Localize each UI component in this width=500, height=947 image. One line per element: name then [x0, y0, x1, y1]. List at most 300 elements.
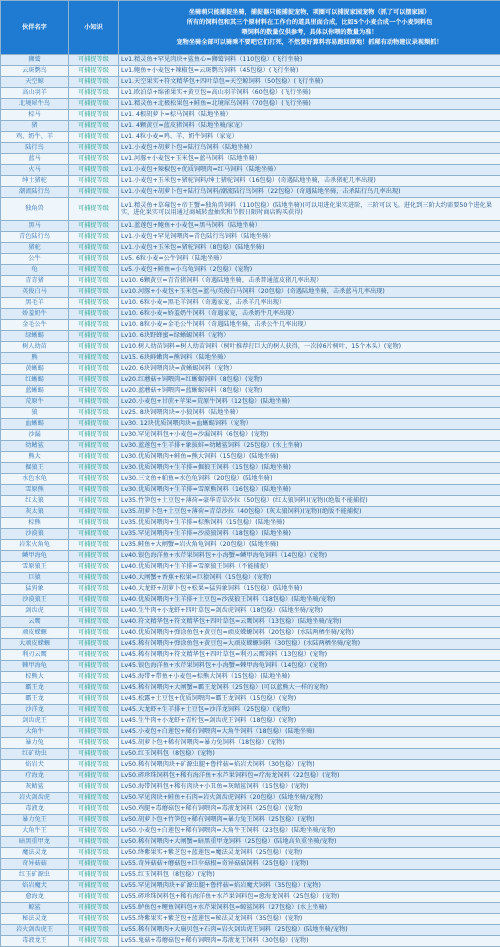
- pet-name-cell: 毒液龙: [1, 804, 69, 815]
- table-row: [1, 639, 500, 650]
- table-row: [1, 925, 500, 936]
- feed-recipe-cell: Lv35.鲑鱼+大闸蟹=岩火角龟饲料（20包稳）(陆地坐骑): [119, 540, 500, 551]
- capture-level-cell: 可捕捉等级: [69, 716, 119, 727]
- table-row: [1, 143, 500, 154]
- table-row: [1, 870, 500, 881]
- capture-level-cell: 可捕捉等级: [69, 408, 119, 419]
- capture-level-cell: 可捕捉等级: [69, 782, 119, 793]
- capture-level-cell: 可捕捉等级: [69, 826, 119, 837]
- pet-name-cell: 沙洋龙: [1, 705, 69, 716]
- capture-level-cell: 可捕捉等级: [69, 176, 119, 187]
- capture-level-cell: 可捕捉等级: [69, 187, 119, 198]
- capture-level-cell: 可捕捉等级: [69, 265, 119, 276]
- feed-recipe-cell: Lv1. 4颗黄豆=蓝皮猪饲料（陆地坐骑/家宠）: [119, 121, 500, 132]
- pet-name-cell: 鳞甲海龟: [1, 551, 69, 562]
- table-row: [1, 254, 500, 265]
- feed-recipe-cell: Lv45.生牛肉+小龙虾+青柠包=剑齿虎王饲料（18包稳）(宠物): [119, 716, 500, 727]
- pet-name-cell: 灰太狼: [1, 507, 69, 518]
- pet-name-cell: 狮鹫: [1, 55, 69, 66]
- table-row: [1, 452, 500, 463]
- pet-name-cell: 娇羞奶牛: [1, 309, 69, 320]
- table-row: [1, 176, 500, 187]
- feed-recipe-cell: Lv30.优质饲喂肉+生羊排=掘狼王饲料（15包稳）(陆地坐骑): [119, 463, 500, 474]
- table-row: [1, 507, 500, 518]
- feed-recipe-cell: Lv30. 12块优质饲喂肉块=血蜥蜴饲料（宠物）: [119, 419, 500, 430]
- feed-recipe-cell: Lv1. 4根胡萝卜=棕马饲料（陆地坐骑）: [119, 110, 500, 121]
- table-row: [1, 309, 500, 320]
- pet-name-cell: 高山羽羊: [1, 88, 69, 99]
- feed-recipe-cell: Lv35.优质饲喂肉+生羊排=棕熊饲料（15包稳）(陆地坐骑): [119, 518, 500, 529]
- capture-level-cell: 可捕捉等级: [69, 419, 119, 430]
- capture-level-cell: 可捕捉等级: [69, 485, 119, 496]
- pet-name-cell: 顽皮蝾螈: [1, 628, 69, 639]
- table-row: [1, 650, 500, 661]
- feed-recipe-cell: Lv50.红玉饲料包（8包稳）(宠物): [119, 749, 500, 760]
- pet-name-cell: 大角牛: [1, 727, 69, 738]
- feed-recipe-cell: Lv20.小麦包+甘蔗+苹果=荒原牛饲料（12包稳）(陆地坐骑): [119, 397, 500, 408]
- table-body: [1, 55, 500, 947]
- capture-level-cell: 可捕捉等级: [69, 914, 119, 925]
- feed-recipe-cell: Lv1.小麦包+玉米包=猪驼饲料（8包稳）(陆地坐骑): [119, 243, 500, 254]
- pet-name-cell: 剑齿虎: [1, 606, 69, 617]
- capture-level-cell: 可捕捉等级: [69, 441, 119, 452]
- feed-recipe-cell: Lv40.生牛肉+小龙虾+四叶草包=剑齿虎饲料（18包稳）(陆地坐骑/宠物): [119, 606, 500, 617]
- feed-recipe-cell: Lv40.银色海洋鱼+水芹果饲料包+小海蟹=鳞甲海龟饲料（14包稳）(宠物): [119, 551, 500, 562]
- capture-level-cell: 可捕捉等级: [69, 650, 119, 661]
- pet-name-cell: 棘甲海龟: [1, 661, 69, 672]
- column-header-hint: 小知识: [69, 1, 119, 55]
- feed-recipe-cell: Lv30.蓝莲包+生羊排+象拔蚌=幼鳍鲨饲料（25包稳）(水上坐骑): [119, 441, 500, 452]
- header-note: 坐骑萌只能捕捉坐骑，捕捉器只能捕捉宠物，项圈可以捕捉家园宠物（抓了可以摆家园）: [121, 8, 498, 18]
- pet-name-cell: 红蜥蜴: [1, 375, 69, 386]
- table-row: [1, 782, 500, 793]
- feed-recipe-cell: Lv1.鲍鱼+小麦包+辣椒包=云斑鹦鸟饲料（45包稳）(飞行坐骑): [119, 66, 500, 77]
- table-row: [1, 232, 500, 243]
- pet-name-cell: 猪驼: [1, 243, 69, 254]
- pet-name-cell: 雪原狼王: [1, 562, 69, 573]
- capture-level-cell: 可捕捉等级: [69, 496, 119, 507]
- pet-name-cell: 红矿幼虫: [1, 749, 69, 760]
- feed-recipe-cell: Lv45.稀有饲喂肉+弹涂鱼包+黄豆包=大顽皮蝾螈饲料（30包稳）(水陆两栖坐骑/宠物): [119, 639, 500, 650]
- feed-recipe-cell: Lv55.绛紫果实+紫芝包+蓝莲包=秘法灵龙饲料（35包稳）(宠物): [119, 914, 500, 925]
- table-row: [1, 936, 500, 947]
- feed-recipe-cell: Lv35.竹笋包+土豆包+薄荷=豪华青草沙拉（50包稳）(红太狼饲料)(宠物)(绝版不能捕捉): [119, 496, 500, 507]
- pet-name-cell: 黄蜥蜴: [1, 364, 69, 375]
- capture-level-cell: 可捕捉等级: [69, 397, 119, 408]
- table-row: [1, 154, 500, 165]
- table-row: [1, 165, 500, 176]
- table-row: [1, 485, 500, 496]
- feed-recipe-cell: Lv55.红玉饲料包（8包稳）(宠物): [119, 870, 500, 881]
- table-row: [1, 88, 500, 99]
- pet-name-cell: 云斑鹦鸟: [1, 66, 69, 77]
- capture-level-cell: 可捕捉等级: [69, 936, 119, 947]
- capture-level-cell: 可捕捉等级: [69, 672, 119, 683]
- pet-name-cell: 血蜥蜴: [1, 419, 69, 430]
- capture-level-cell: 可捕捉等级: [69, 881, 119, 892]
- capture-level-cell: 可捕捉等级: [69, 507, 119, 518]
- pet-name-cell: 秘法灵龙: [1, 914, 69, 925]
- pet-name-cell: 岩浆火角龟: [1, 540, 69, 551]
- table-row: [1, 353, 500, 364]
- capture-level-cell: 可捕捉等级: [69, 529, 119, 540]
- table-row: [1, 793, 500, 804]
- pet-name-cell: 陆行鸟: [1, 143, 69, 154]
- feed-recipe-cell: Lv30.优质饲喂肉+生羊排=雪原熊饲料（16包稳）(陆地坐骑): [119, 485, 500, 496]
- pet-name-cell: 大顽皮蝾螈: [1, 639, 69, 650]
- feed-recipe-cell: Lv45.稀有饲喂肉+大闸蟹=霸王龙饲料（25包稳）(可以蓝熊大一样的宠物): [119, 683, 500, 694]
- header-note: 所有的饲料包和其三个原材料在工作台的道具里面合成，比如5个小麦合成一个小麦饲料包: [121, 18, 498, 28]
- capture-level-cell: 可捕捉等级: [69, 749, 119, 760]
- pet-name-cell: 独角兽: [1, 198, 69, 221]
- header-note: 宠物坐骑全部可以骑乘不要吧它们打死，不然要好算料容易跑回原地！抓稀有动物建议录视频抓！: [121, 38, 498, 48]
- table-row: [1, 375, 500, 386]
- capture-level-cell: 可捕捉等级: [69, 232, 119, 243]
- feed-recipe-cell: Lv1.天空果实+符文精华包+四叶草包=天空鲸饲料（50包稳）(飞行坐骑): [119, 77, 500, 88]
- table-row: [1, 914, 500, 925]
- pet-name-cell: 黑马: [1, 221, 69, 232]
- pet-name-cell: 巨猿: [1, 573, 69, 584]
- capture-level-cell: 可捕捉等级: [69, 859, 119, 870]
- feed-recipe-cell: Lv45.小麦包+白莲包+稀有饲喂肉=大角牛饲料（18包稳）(陆地坐骑): [119, 727, 500, 738]
- pet-name-cell: 岩火剑齿虎: [1, 793, 69, 804]
- feed-recipe-cell: Lv45.胡萝卜包+稀有饲喂肉=暴力兔饲料（18包稳）(宠物): [119, 738, 500, 749]
- pet-name-cell: 鲸鲨: [1, 903, 69, 914]
- pet-name-cell: 焰岩犬: [1, 760, 69, 771]
- feed-recipe-cell: Lv5. 6粒小麦=公牛饲料（陆地坐骑）: [119, 254, 500, 265]
- table-row: [1, 892, 500, 903]
- capture-level-cell: 可捕捉等级: [69, 925, 119, 936]
- pet-name-cell: 红太狼: [1, 496, 69, 507]
- table-row: [1, 441, 500, 452]
- pet-name-cell: 大角牛王: [1, 826, 69, 837]
- capture-level-cell: 可捕捉等级: [69, 165, 119, 176]
- table-row: [1, 628, 500, 639]
- capture-level-cell: 可捕捉等级: [69, 55, 119, 66]
- feed-recipe-cell: Lv55.奇异菇菇+蘑菇包+巨伞菇根=奇异菇菇饲料（25包稳）(宠物): [119, 859, 500, 870]
- table-row: [1, 694, 500, 705]
- table-row: [1, 287, 500, 298]
- pet-name-cell: 疗海龙: [1, 771, 69, 782]
- capture-level-cell: 可捕捉等级: [69, 198, 119, 221]
- feed-recipe-cell: Lv10. 6颗黄豆=青青猪饲料（奇遇陆地坐骑，击杀普通蓝皮猪几率出现）: [119, 276, 500, 287]
- pet-name-cell: 雪原熊: [1, 485, 69, 496]
- table-row: [1, 881, 500, 892]
- pet-name-cell: 焰岩魔犬: [1, 881, 69, 892]
- table-row: [1, 187, 500, 198]
- pet-name-cell: 猛犸象: [1, 584, 69, 595]
- table-row: [1, 837, 500, 848]
- feed-recipe-cell: Lv1.精灵鱼+草莓包+帝王蟹=独角兽饲料（110包稳）(陆地坐骑)(可以用进化果实进阶，三阶可以飞。进化到三阶大约需要50个进化果实，进化果实可以用通过商城转盘抽奖和节假日限时商店购买获得): [119, 198, 500, 221]
- feed-recipe-cell: Lv1.河豚+小麦包+玉米包=蓝马饲料（陆地坐骑）: [119, 154, 500, 165]
- feed-recipe-cell: Lv5.小麦包+鲑鱼=小乌龟饲料（2包稳）(宠物): [119, 265, 500, 276]
- capture-level-cell: 可捕捉等级: [69, 474, 119, 485]
- feed-recipe-cell: Lv30.优质饲喂肉+鲑鱼=熊大饲料（15包稳）(陆地坐骑): [119, 452, 500, 463]
- feed-recipe-cell: Lv45.海带+带鱼+小麦包=棕熊大饲料（15包稳）(陆地坐骑): [119, 672, 500, 683]
- capture-level-cell: 可捕捉等级: [69, 804, 119, 815]
- feed-recipe-cell: Lv25. 8块饲喂肉块=小狼饲料（陆地坐骑）: [119, 408, 500, 419]
- feed-recipe-cell: Lv1.小麦包+罕见饲喂肉=青色陆行鸟饲料（陆地坐骑）: [119, 232, 500, 243]
- feed-recipe-cell: Lv50.碎珍珠饲料包+稀有海洋鱼+水芦果饲料包=疗海龙饲料（22包稳）(宠物): [119, 771, 500, 782]
- pet-name-cell: 棕熊: [1, 518, 69, 529]
- feed-recipe-cell: Lv30.罕见饲料包+小麦包=沙漏饲料（6包稳）(宠物): [119, 430, 500, 441]
- feed-recipe-cell: Lv45.稀有饲喂肉+符文精华包+四叶草包=利刃云鹰饲料（13包稳）(宠物): [119, 650, 500, 661]
- table-row: [1, 276, 500, 287]
- capture-level-cell: 可捕捉等级: [69, 518, 119, 529]
- pet-name-cell: 暴力兔王: [1, 815, 69, 826]
- capture-level-cell: 可捕捉等级: [69, 99, 119, 110]
- pet-name-cell: 狼: [1, 408, 69, 419]
- pet-name-cell: 愈海龙: [1, 892, 69, 903]
- feed-recipe-cell: Lv50.胡萝卜包+竹笋包+稀有饲喂肉=暴力兔王饲料（25包稳）(宠物): [119, 815, 500, 826]
- feed-recipe-cell: Lv1.精灵鱼+北极松果包+鲑鱼=北境犀鸟饲料（70包稳）(飞行坐骑): [119, 99, 500, 110]
- table-row: [1, 529, 500, 540]
- table-row: [1, 331, 500, 342]
- capture-level-cell: 可捕捉等级: [69, 694, 119, 705]
- feed-recipe-cell: Lv15. 6块鲜嫩肉=熊饲料（陆地坐骑）: [119, 353, 500, 364]
- pet-name-cell: 水色水龟: [1, 474, 69, 485]
- feed-recipe-cell: Lv50.绛紫果实+紫芝包+蓝莲包=魔法灵龙饲料（25包稳）(宠物): [119, 848, 500, 859]
- feed-recipe-cell: Lv40.大闸蟹+香蕉+松果=巨猿饲料（15包稳）(宠物): [119, 573, 500, 584]
- capture-level-cell: 可捕捉等级: [69, 628, 119, 639]
- capture-level-cell: 可捕捉等级: [69, 88, 119, 99]
- feed-recipe-cell: Lv10. 6粒小麦=黑毛羊饲料（奇遇家宠，击杀羊几率出现）: [119, 298, 500, 309]
- feed-recipe-cell: Lv50.稀有饲喂肉+大闸蟹=暗黑重甲龙饲料（25包稳）(陆地高负重坐骑/宠物): [119, 837, 500, 848]
- feed-recipe-cell: Lv10. 8粒小麦=金毛公牛饲料（奇遇陆地坐骑，击杀公牛几率出现）: [119, 320, 500, 331]
- pet-name-cell: 掘狼王: [1, 463, 69, 474]
- feed-recipe-cell: Lv50.海带饲料包+稀有肉块+小丑鱼=灰鲭鲨饲料（15包稳）(宠物): [119, 782, 500, 793]
- table-row: [1, 771, 500, 782]
- pet-name-cell: 暴力兔: [1, 738, 69, 749]
- feed-recipe-cell: Lv1.小麦包+胡萝卜包=陆行鸟饲料（陆地坐骑）: [119, 143, 500, 154]
- table-row: [1, 804, 500, 815]
- feed-recipe-cell: Lv20.蓝蘑菇+饲喂肉=蓝蜥蜴饲料（8包稳）(宠物): [119, 386, 500, 397]
- capture-level-cell: 可捕捉等级: [69, 771, 119, 782]
- feed-recipe-cell: Lv50.鸡腿+毒蘑菇包+稀有饲喂肉=毒液龙饲料（25包稳）(宠物): [119, 804, 500, 815]
- capture-level-cell: 可捕捉等级: [69, 276, 119, 287]
- capture-level-cell: 可捕捉等级: [69, 132, 119, 143]
- table-row: [1, 243, 500, 254]
- capture-level-cell: 可捕捉等级: [69, 375, 119, 386]
- feed-recipe-cell: Lv30.三文鱼+帕鱼=水色龟饲料（20包稳）(陆地坐骑): [119, 474, 500, 485]
- feed-recipe-cell: Lv10. 6块野蜂蜜=绿蜥蜴饲料（宠物）: [119, 331, 500, 342]
- pet-name-cell: 灰鲭鲨: [1, 782, 69, 793]
- pet-name-cell: 火马: [1, 165, 69, 176]
- pet-name-cell: 龟: [1, 265, 69, 276]
- feed-recipe-cell: Lv1.欧泊草+绵雀果实+黄豆包=高山羽羊饲料（60包稳）(飞行坐骑): [119, 88, 500, 99]
- capture-level-cell: 可捕捉等级: [69, 66, 119, 77]
- table-row: [1, 727, 500, 738]
- pet-name-cell: 霸王龙: [1, 694, 69, 705]
- capture-level-cell: 可捕捉等级: [69, 793, 119, 804]
- pet-name-cell: 云鹰: [1, 617, 69, 628]
- table-row: [1, 705, 500, 716]
- table-row: [1, 408, 500, 419]
- feed-recipe-cell: Lv50.稀有饲喂肉块+矿源虫腿+鲁拌菇=焰岩犬饲料（30包稳）(宠物): [119, 760, 500, 771]
- table-row: [1, 463, 500, 474]
- capture-level-cell: 可捕捉等级: [69, 617, 119, 628]
- capture-level-cell: 可捕捉等级: [69, 551, 119, 562]
- table-row: [1, 55, 500, 66]
- table-row: [1, 99, 500, 110]
- capture-level-cell: 可捕捉等级: [69, 353, 119, 364]
- table-row: [1, 320, 500, 331]
- feed-recipe-cell: Lv20. 6块饲喂肉块=黄蜥蜴饲料（宠物）: [119, 364, 500, 375]
- capture-level-cell: 可捕捉等级: [69, 562, 119, 573]
- table-row: [1, 595, 500, 606]
- capture-level-cell: 可捕捉等级: [69, 154, 119, 165]
- capture-level-cell: 可捕捉等级: [69, 683, 119, 694]
- feed-recipe-cell: Lv1.小麦包+胡萝卜包+陆行鸟饲料/潮流陆行鸟饲料（22包稳）(奇遇陆地坐骑，击杀陆行鸟几率出现): [119, 187, 500, 198]
- pet-name-cell: 沙漠狼王: [1, 595, 69, 606]
- pet-name-cell: 青青猪: [1, 276, 69, 287]
- feed-recipe-cell: Lv10.树人幼苗饲料=树人幼苗饲料（树叶推荐打巨大的树人获得，一次掉6片树叶，15个木头）(宠物): [119, 342, 500, 353]
- feed-recipe-cell: Lv50.罕见肉块+鲑鱼+石肉=岩火剑齿虎饲料（20包稳）(陆地坐骑/宠物): [119, 793, 500, 804]
- table-header: [1, 1, 500, 55]
- pet-name-cell: 棕马: [1, 110, 69, 121]
- feed-recipe-cell: Lv35.罕见饲喂肉+生羊排=沙漠狼饲料（18包稳）(陆地坐骑): [119, 529, 500, 540]
- header-notes: [119, 1, 500, 55]
- capture-level-cell: 可捕捉等级: [69, 760, 119, 771]
- feed-recipe-cell: Lv1.蓝莲包+鲍鱼+小麦包=黑马饲料（陆地坐骑）: [119, 221, 500, 232]
- pet-name-cell: 沙漏: [1, 430, 69, 441]
- capture-level-cell: 可捕捉等级: [69, 221, 119, 232]
- table-row: [1, 672, 500, 683]
- pet-name-cell: 北境犀牛鸟: [1, 99, 69, 110]
- feed-recipe-cell: Lv45.银色海洋鱼+水芹果饲料包+小海蟹=棘甲海龟饲料（14包稳）(宠物): [119, 661, 500, 672]
- table-row: [1, 364, 500, 375]
- table-row: [1, 265, 500, 276]
- capture-level-cell: 可捕捉等级: [69, 815, 119, 826]
- capture-level-cell: 可捕捉等级: [69, 287, 119, 298]
- capture-level-cell: 可捕捉等级: [69, 705, 119, 716]
- feed-recipe-cell: Lv45.松露+土豆包+优质饲喂肉=霸王龙饲料（15包稳）(宠物): [119, 694, 500, 705]
- feed-recipe-cell: Lv20.红蘑菇+饲喂肉=红蜥蜴饲料（8包稳）(宠物): [119, 375, 500, 386]
- table-row: [1, 518, 500, 529]
- pet-name-cell: 蓝蜥蜴: [1, 386, 69, 397]
- feed-recipe-cell: Lv40.优质饲喂肉+生羊排=雪原狼王饲料（不能捕捉）: [119, 562, 500, 573]
- table-row: [1, 298, 500, 309]
- feed-recipe-cell: Lv45.大龙虾+生羊排+土豆包=沙洋龙饲料（25包稳）(宠物): [119, 705, 500, 716]
- feed-recipe-cell: Lv1.小麦包+辣椒包+优质饲喂肉=红马饲料（陆地坐骑）: [119, 165, 500, 176]
- table-row: [1, 815, 500, 826]
- table-row: [1, 903, 500, 914]
- pet-name-cell: 沙漠狼: [1, 529, 69, 540]
- capture-level-cell: 可捕捉等级: [69, 298, 119, 309]
- pet-name-cell: 霸王龙: [1, 683, 69, 694]
- pet-name-cell: 剑齿虎王: [1, 716, 69, 727]
- table-row: [1, 661, 500, 672]
- table-row: [1, 77, 500, 88]
- feed-recipe-cell: Lv1. 4粒小麦=鸡、羊、奶牛饲料（家宠）: [119, 132, 500, 143]
- pet-name-cell: 暗黑重甲龙: [1, 837, 69, 848]
- pet-name-cell: 公牛: [1, 254, 69, 265]
- feed-recipe-cell: Lv40.优质饲喂肉+弹涂鱼包+黄豆包=顽皮蝾螈饲料（20包稳）(水陆两栖坐骑/宠物): [119, 628, 500, 639]
- capture-level-cell: 可捕捉等级: [69, 77, 119, 88]
- capture-level-cell: 可捕捉等级: [69, 738, 119, 749]
- pet-name-cell: 潮流陆行鸟: [1, 187, 69, 198]
- table-row: [1, 66, 500, 77]
- table-row: [1, 848, 500, 859]
- feed-recipe-cell: Lv1.精灵鱼+罕见肉块+鲨鱼心=狮鹫饲料（110包稳）(飞行坐骑): [119, 55, 500, 66]
- capture-level-cell: 可捕捉等级: [69, 364, 119, 375]
- pet-name-cell: 绿蜥蜴: [1, 331, 69, 342]
- table-row: [1, 121, 500, 132]
- pet-name-cell: 绅士猪驼: [1, 176, 69, 187]
- capture-level-cell: 可捕捉等级: [69, 430, 119, 441]
- feed-recipe-cell: Lv55.鲈鱼包+鲤鱼饲料包+水芹果饲料包=鲸鲨饲料（27包稳）(水上坐骑): [119, 903, 500, 914]
- table-row: [1, 342, 500, 353]
- capture-level-cell: 可捕捉等级: [69, 870, 119, 881]
- pet-name-cell: 毒液龙王: [1, 936, 69, 947]
- capture-level-cell: 可捕捉等级: [69, 143, 119, 154]
- feed-recipe-cell: Lv55.稀有饲喂肉+大扇贝包+石肉=岩火剑齿虎王饲料（25包稳）(陆地坐骑/宠物): [119, 925, 500, 936]
- capture-level-cell: 可捕捉等级: [69, 727, 119, 738]
- table-row: [1, 826, 500, 837]
- table-row: [1, 859, 500, 870]
- feed-recipe-cell: Lv55.鬼菇+毒蘑菇包+稀有饲喂肉=毒液龙王饲料（30包稳）(宠物): [119, 936, 500, 947]
- pet-name-cell: 幼鳍鲨: [1, 441, 69, 452]
- table-row: [1, 474, 500, 485]
- table-row: [1, 198, 500, 221]
- pet-name-cell: 青色陆行鸟: [1, 232, 69, 243]
- capture-level-cell: 可捕捉等级: [69, 331, 119, 342]
- feed-recipe-cell: Lv1.小麦包+玉米包+猪驼饲料/绅士猪驼饲料（16包稳）(奇遇陆地坐骑，击杀猪驼几率出现): [119, 176, 500, 187]
- table-row: [1, 221, 500, 232]
- table-row: [1, 540, 500, 551]
- pet-name-cell: 荒原牛: [1, 397, 69, 408]
- table-row: [1, 562, 500, 573]
- pet-name-cell: 鸡、奶牛、羊: [1, 132, 69, 143]
- pet-name-cell: 红玉矿源虫: [1, 870, 69, 881]
- table-row: [1, 397, 500, 408]
- table-row: [1, 386, 500, 397]
- capture-level-cell: 可捕捉等级: [69, 386, 119, 397]
- capture-level-cell: 可捕捉等级: [69, 848, 119, 859]
- feed-recipe-cell: Lv50.小麦包+白莲包+稀有饲喂肉=大角牛王饲料（23包稳）(陆地坐骑/宠物): [119, 826, 500, 837]
- table-row: [1, 716, 500, 727]
- table-row: [1, 683, 500, 694]
- feed-recipe-cell: Lv55.碎珍珠饲料包+稀有海洋鱼+水芦果饲料包=愈海龙饲料（25包稳）(宠物): [119, 892, 500, 903]
- table-row: [1, 606, 500, 617]
- table-row: [1, 760, 500, 771]
- capture-level-cell: 可捕捉等级: [69, 606, 119, 617]
- feed-recipe-cell: Lv10. 6粒小麦=娇羞奶牛饲料（奇遇家宠，击杀奶牛几率出现）: [119, 309, 500, 320]
- table-row: [1, 573, 500, 584]
- pet-name-cell: 猪: [1, 121, 69, 132]
- capture-level-cell: 可捕捉等级: [69, 342, 119, 353]
- feed-recipe-cell: Lv55.罕见饲喂肉块+矿源虫腿+鲁拌菇=焰岩魔犬饲料（35包稳）(宠物): [119, 881, 500, 892]
- capture-level-cell: 可捕捉等级: [69, 595, 119, 606]
- column-header-name: 伙伴名字: [1, 1, 69, 55]
- table-row: [1, 419, 500, 430]
- table-row: [1, 496, 500, 507]
- table-row: [1, 132, 500, 143]
- table-row: [1, 749, 500, 760]
- table-row: [1, 617, 500, 628]
- capture-level-cell: 可捕捉等级: [69, 573, 119, 584]
- capture-level-cell: 可捕捉等级: [69, 892, 119, 903]
- capture-level-cell: 可捕捉等级: [69, 110, 119, 121]
- capture-level-cell: 可捕捉等级: [69, 309, 119, 320]
- header-note: 喂饲料的数量仅供参考，具体以你喂的数量为准！: [121, 28, 498, 38]
- pet-name-cell: 树人幼苗: [1, 342, 69, 353]
- capture-level-cell: 可捕捉等级: [69, 540, 119, 551]
- pet-name-cell: 魔法灵龙: [1, 848, 69, 859]
- table-row: [1, 551, 500, 562]
- pet-name-cell: 黑毛羊: [1, 298, 69, 309]
- capture-level-cell: 可捕捉等级: [69, 903, 119, 914]
